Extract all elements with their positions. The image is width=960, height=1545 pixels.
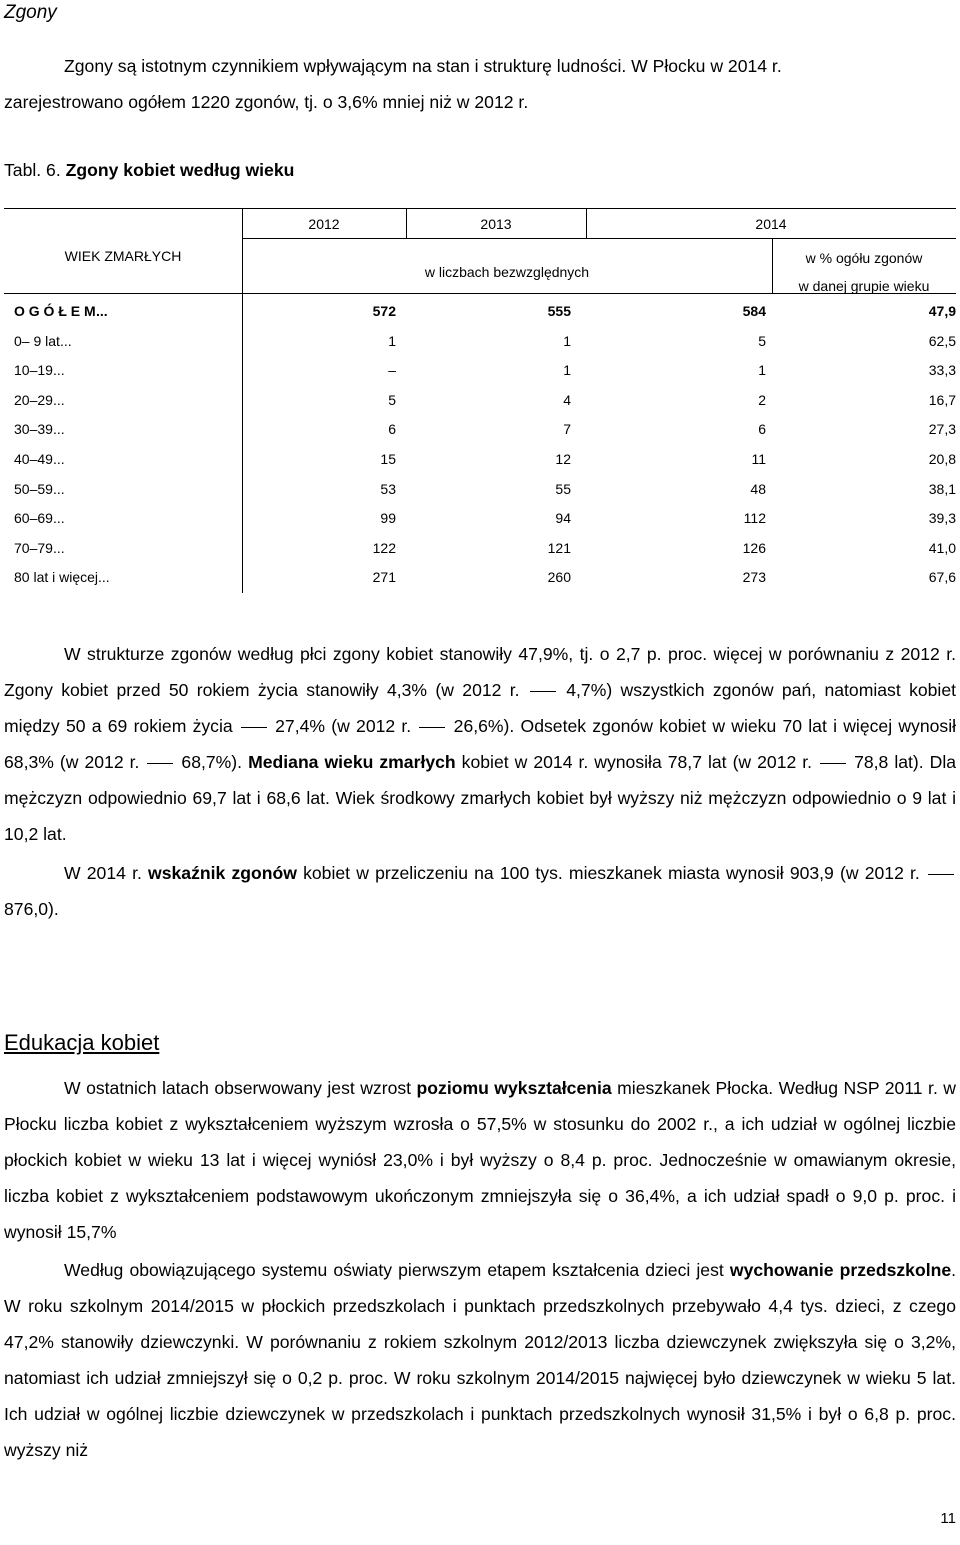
median-age-bold: Mediana wieku zmarłych (248, 752, 456, 772)
row-label: 70–79 (14, 539, 53, 556)
cell-pct: 41,0 (928, 539, 956, 556)
para3-text-3: 876,0). (4, 899, 59, 919)
percent-header-line2: w danej grupie wieku (798, 278, 930, 294)
cell-v2013: 260 (547, 569, 571, 586)
cell-v2012: 122 (372, 539, 396, 556)
age-header: WIEK ZMARŁYCH (64, 248, 182, 264)
table-row (4, 569, 956, 598)
leader-dots: ... (53, 539, 65, 556)
table-title (4, 160, 294, 181)
death-rate-bold: wskaźnik zgonów (148, 863, 297, 883)
para2-text-2: 4,7%) wszystkich zgonów pań, natomiast kobiet między 50 a 69 rokiem życia (4, 680, 957, 736)
cell-v2014: 126 (742, 539, 766, 556)
cell-v2012: 5 (388, 391, 396, 408)
cell-v2013: 55 (555, 480, 571, 497)
cell-v2013: 1 (563, 332, 571, 349)
cell-v2014: 6 (758, 421, 766, 438)
em-dash (241, 727, 267, 728)
row-label: 10–19 (14, 362, 53, 379)
intro-line-2: zarejestrowano ogółem 1220 zgonów, tj. o 3,6% mniej niż w 2012 r. (4, 92, 529, 112)
cell-pct: 33,3 (928, 362, 956, 379)
cell-v2012: 15 (380, 451, 396, 467)
leader-dots: ... (53, 362, 65, 379)
para2-text-3: 27,4% (w 2012 r. (275, 716, 412, 736)
para2-text-7: 78,8 lat). Dla mężczyzn odpowiednio 69,7 lat i 68,6 lat. Wiek środkowy zmarłych kobiet był wyższy niż mężczyzn odpowiednio o 9 lat i 10,2 lat. (4, 752, 957, 844)
edu-p1-text-2: mieszkanek Płocka. Według NSP 2011 r. w Płocku liczba kobiet z wykształceniem wyższym wzrosła o 57,5% w stosunku do 2002 r., a ich udział w ogólnej liczbie płockich kobiet w wieku 13 lat i więcej wyniósł 23,0% i był wyższy o 8,4 p. proc. Jednocześnie w omawianym okresie, liczba kobiet z wykształceniem podstawowym ukończonym zmniejszyła się o 36,4%, a ich udział spadł o 9,0 p. proc. i wynosił 15,7% (4, 1078, 956, 1242)
table-row (4, 451, 956, 480)
cell-pct: 39,3 (928, 510, 956, 527)
cell-v2013: 1 (563, 362, 571, 379)
em-dash (147, 763, 173, 764)
para2-text-1: W strukturze zgonów według płci zgony kobiet stanowiły 47,9%, tj. o 2,7 p. proc. więcej w porównaniu z 2012 r. Zgony kobiet przed 50 rokiem życia stanowiły 4,3% (w 2012 r. (4, 644, 956, 700)
cell-v2014: 5 (758, 332, 766, 349)
table-caption: Zgony kobiet według wieku (65, 160, 295, 180)
cell-pct: 62,5 (928, 332, 956, 349)
year-2014-header: 2014 (755, 216, 787, 232)
section-heading-education: Edukacja kobiet (4, 1030, 160, 1055)
cell-v2013: 94 (555, 510, 571, 527)
year-2012-header: 2012 (308, 216, 340, 232)
edu-p2-text-2: . W roku szkolnym 2014/2015 w płockich przedszkolach i punktach przedszkolnych przebywało 4,4 tys. dzieci, z czego 47,2% stanowiły dziewczynki. W porównaniu z rokiem szkolnym 2012/2013 liczba dziewczynek zwiększyła się o 3,2%, natomiast ich udział zmniejszył się o 0,2 p. proc. W roku szkolnym 2014/2015 najwięcej było dziewczynek w wieku 5 lat. Ich udział w ogólnej liczbie dziewczynek w przedszkolach i punktach przedszkolnych wynosił 31,5% i był o 6,8 p. proc. wyższy niż (4, 1260, 957, 1460)
year-2013-header: 2013 (480, 216, 512, 232)
row-label: 50–59 (14, 480, 53, 497)
education-paragraph-2 (4, 1252, 956, 1468)
cell-v2013: 121 (547, 539, 571, 556)
table-row (4, 421, 956, 450)
section-heading-zgony: Zgony (4, 2, 57, 23)
education-paragraph-1 (4, 1070, 956, 1250)
cell-v2013: 4 (563, 391, 571, 408)
leader-dots: ... (53, 510, 65, 527)
cell-v2012: 6 (388, 421, 396, 438)
education-level-bold: poziomu wykształcenia (416, 1078, 612, 1098)
deaths-structure-paragraph (4, 636, 956, 852)
table-row (4, 510, 956, 539)
em-dash (928, 874, 954, 875)
cell-pct: 67,6 (928, 569, 956, 586)
percent-header-line1: w % ogółu zgonów (805, 250, 923, 266)
cell-v2012: 53 (380, 480, 396, 497)
cell-v2014: 2 (758, 391, 766, 408)
cell-v2014: 11 (751, 451, 766, 467)
absolute-values-header: w liczbach bezwzględnych (424, 264, 590, 280)
cell-pct: 47,9 (928, 303, 956, 319)
cell-v2014: 273 (742, 569, 766, 586)
page-number: 11 (940, 1510, 956, 1527)
year-rule (242, 238, 956, 239)
leader-dots: ... (53, 421, 65, 438)
leader-dots: ... (53, 480, 65, 497)
em-dash (419, 727, 445, 728)
para2-text-4: 26,6%). Odsetek zgonów kobiet w wieku 70 lat i więcej wynosił 68,3% (w 2012 r. (4, 716, 957, 772)
leader-dots: ... (60, 332, 72, 349)
cell-v2013: 12 (555, 451, 571, 467)
para3-text-2: kobiet w przeliczeniu na 100 tys. mieszkanek miasta wynosił 903,9 (w 2012 r. (303, 863, 920, 883)
cell-v2014: 112 (743, 510, 766, 527)
cell-v2012: – (388, 362, 396, 379)
table-top-rule (4, 208, 956, 209)
cell-pct: 38,1 (928, 480, 956, 497)
leader-dots: ... (96, 303, 108, 319)
table-row (4, 540, 956, 569)
para3-text-1: W 2014 r. (64, 863, 142, 883)
preschool-bold: wychowanie przedszkolne (729, 1260, 952, 1280)
cell-v2012: 572 (372, 303, 396, 319)
cell-pct: 27,3 (928, 421, 956, 438)
cell-v2013: 7 (563, 421, 571, 438)
cell-v2013: 555 (547, 303, 571, 319)
row-label: 0– 9 lat (14, 332, 60, 349)
leader-dots: ... (53, 391, 65, 408)
cell-v2012: 271 (372, 569, 396, 586)
cell-v2012: 99 (380, 510, 396, 527)
cell-pct: 16,7 (928, 391, 956, 408)
cell-v2014: 584 (742, 303, 766, 319)
table-row (4, 333, 956, 362)
cell-v2012: 1 (388, 332, 396, 349)
cell-pct: 20,8 (928, 451, 956, 467)
table-row (4, 362, 956, 391)
row-label: 20–29 (14, 391, 53, 408)
leader-dots: ... (98, 569, 110, 586)
edu-p1-text-1: W ostatnich latach obserwowany jest wzrost (64, 1078, 412, 1098)
cell-v2014: 48 (750, 480, 766, 497)
em-dash (820, 763, 846, 764)
cell-v2014: 1 (758, 362, 766, 379)
para2-text-6: kobiet w 2014 r. wynosiła 78,7 lat (w 2012 r. (461, 752, 813, 772)
death-rate-paragraph (4, 855, 956, 927)
em-dash (530, 691, 556, 692)
row-label: O G Ó Ł E M (14, 303, 96, 319)
table-number: Tabl. 6. (4, 160, 61, 180)
leader-dots: ... (53, 451, 65, 467)
intro-line-1: Zgony są istotnym czynnikiem wpływającym na stan i strukturę ludności. W Płocku w 2014 r. (64, 56, 782, 76)
table-row (4, 481, 956, 510)
edu-p2-text-1: Według obowiązującego systemu oświaty pierwszym etapem kształcenia dzieci jest (64, 1260, 724, 1280)
intro-paragraph (64, 48, 956, 84)
table-row (4, 303, 956, 332)
intro-paragraph-cont (4, 84, 956, 120)
row-label: 40–49 (14, 451, 53, 467)
row-label: 60–69 (14, 510, 53, 527)
table-row (4, 392, 956, 421)
row-label: 30–39 (14, 421, 53, 438)
deaths-table (4, 208, 956, 608)
para2-text-5: 68,7%). (181, 752, 243, 772)
row-label: 80 lat i więcej (14, 569, 99, 586)
